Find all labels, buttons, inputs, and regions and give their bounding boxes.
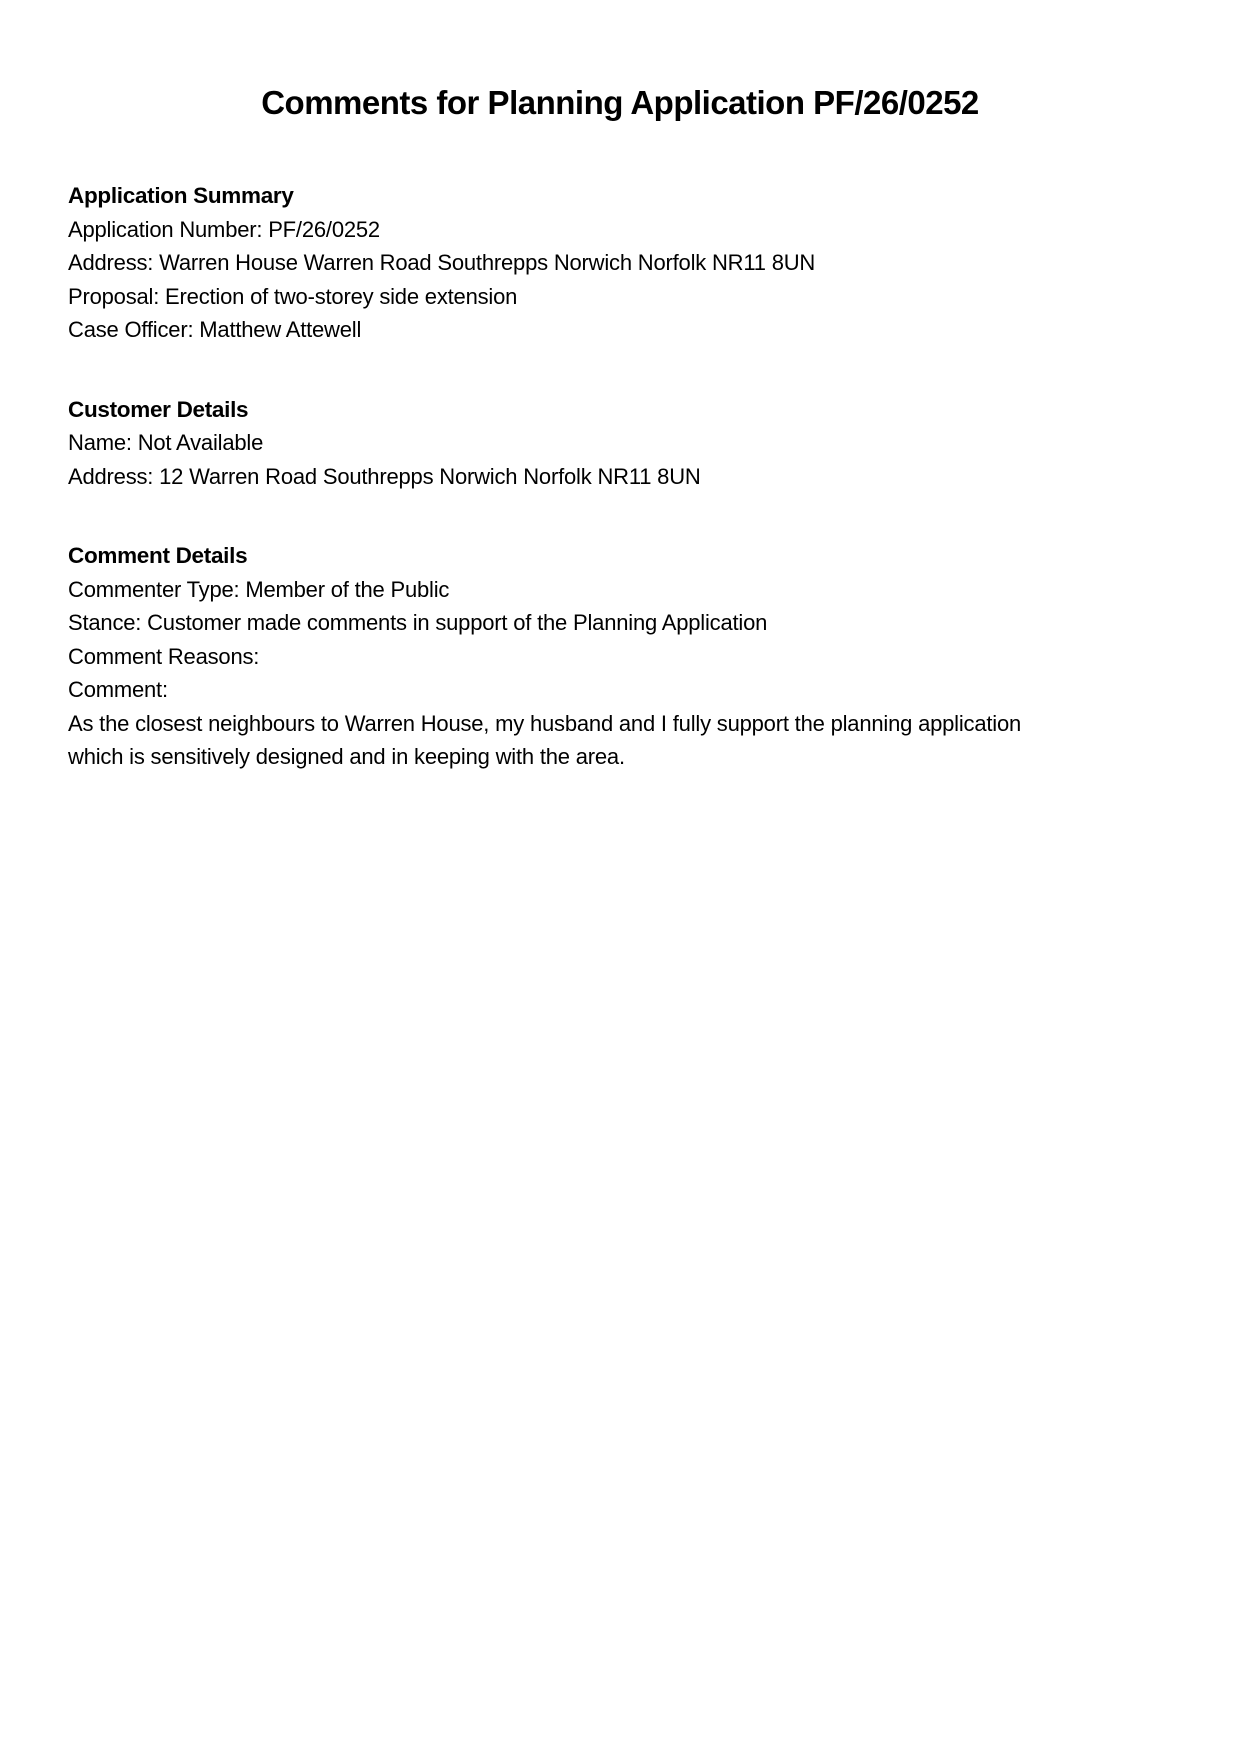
section-application-summary bbox=[68, 179, 1043, 347]
application-number-line: Application Number: PF/26/0252 bbox=[68, 216, 380, 242]
page-title: Comments for Planning Application PF/26/0252 bbox=[261, 84, 979, 121]
comment-label-line: Comment: bbox=[68, 677, 168, 703]
document-content bbox=[68, 179, 1043, 774]
customer-details-heading: Customer Details bbox=[68, 396, 249, 422]
comment-text: As the closest neighbours to Warren House, my husband and I fully support the planning application which is sensitively designed and in keeping with the area. bbox=[68, 710, 1022, 770]
customer-name-line: Name: Not Available bbox=[68, 430, 264, 456]
stance-line: Stance: Customer made comments in support of the Planning Application bbox=[68, 610, 768, 636]
commenter-type-line: Commenter Type: Member of the Public bbox=[68, 576, 450, 602]
application-summary-heading: Application Summary bbox=[68, 183, 294, 209]
application-address-line: Address: Warren House Warren Road Southrepps Norwich Norfolk NR11 8UN bbox=[68, 250, 816, 276]
case-officer-line: Case Officer: Matthew Attewell bbox=[68, 317, 362, 343]
section-customer-details bbox=[68, 393, 1043, 494]
proposal-line: Proposal: Erection of two-storey side extension bbox=[68, 283, 518, 309]
comment-reasons-label-line: Comment Reasons: bbox=[68, 643, 260, 669]
customer-address-line: Address: 12 Warren Road Southrepps Norwich Norfolk NR11 8UN bbox=[68, 463, 701, 489]
section-comment-details bbox=[68, 539, 1043, 774]
comment-details-heading: Comment Details bbox=[68, 543, 248, 569]
